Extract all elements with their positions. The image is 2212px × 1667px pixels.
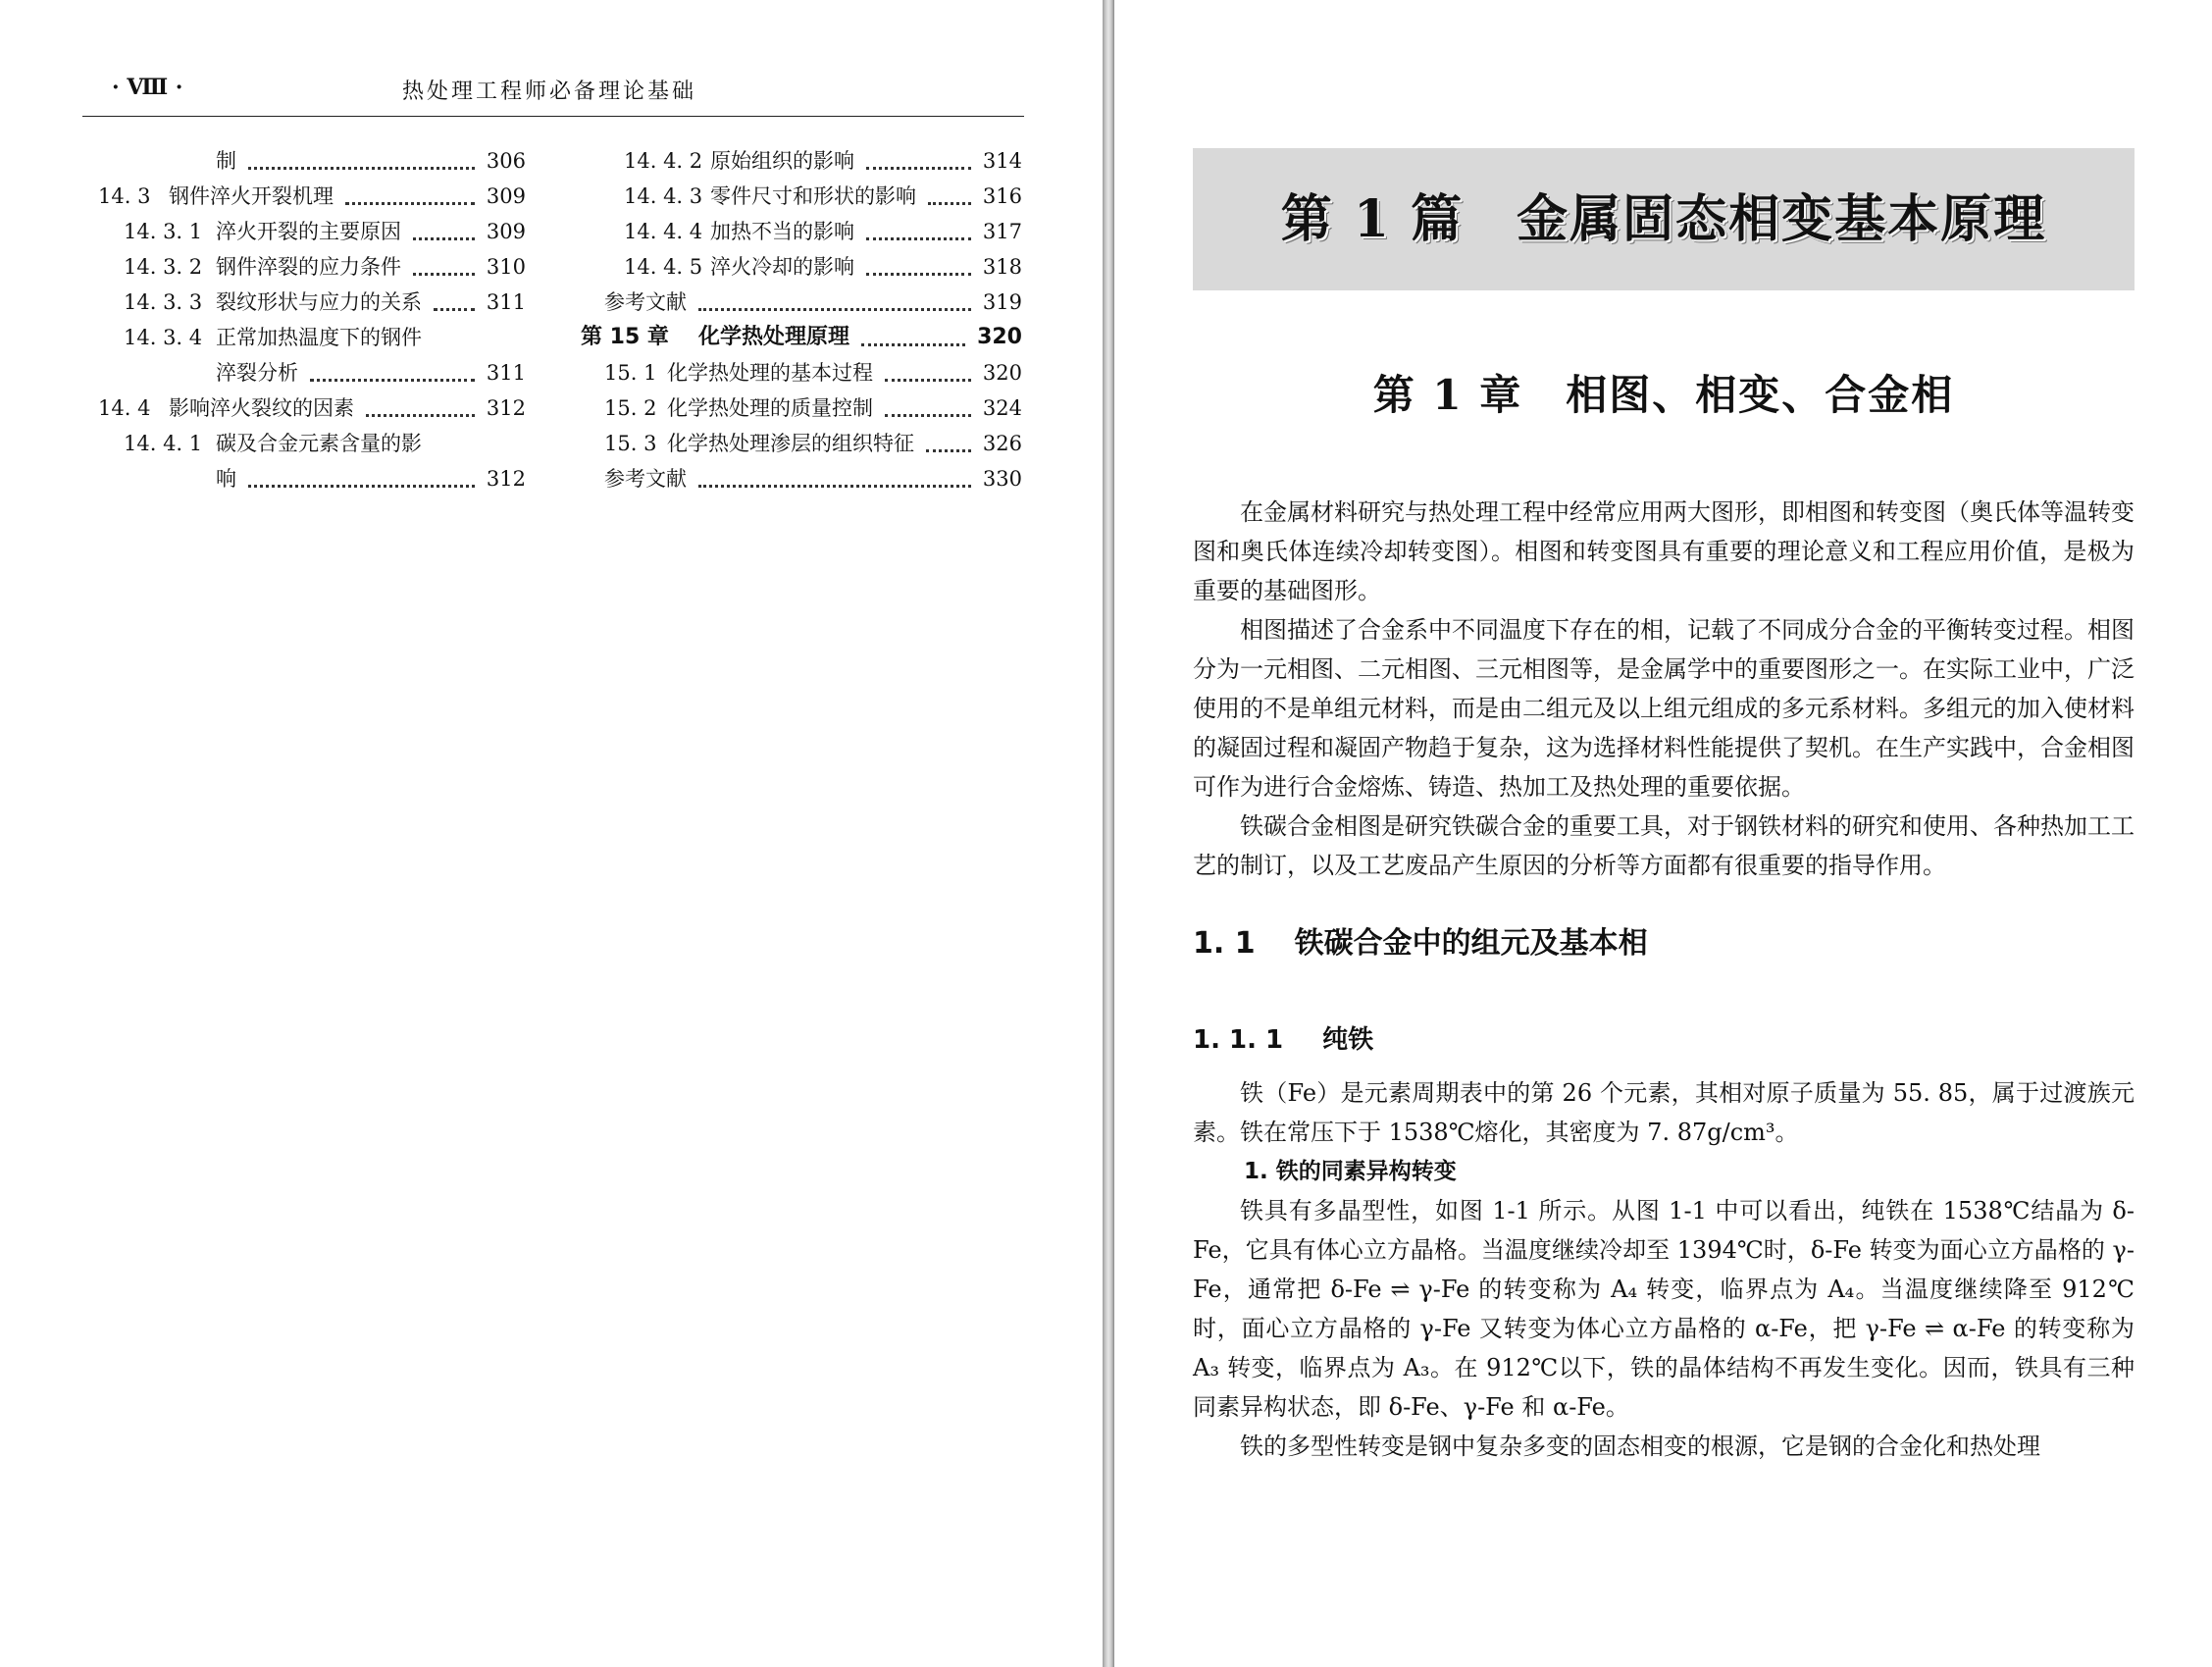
toc-entry-page: 330 — [982, 467, 1022, 491]
toc-entry[interactable] — [98, 426, 526, 461]
folio: · Ⅷ · — [112, 75, 183, 100]
toc-leader-dots — [366, 414, 475, 417]
toc-column-left — [98, 143, 526, 496]
toc-entry-title: 参考文献 — [604, 467, 687, 491]
toc-entry-number: 14. 3. 2 — [124, 255, 203, 279]
toc-entry-title: 裂纹形状与应力的关系 — [216, 290, 422, 314]
toc-entry-number: 14. 4. 2 — [624, 149, 703, 173]
toc-entry-page: 326 — [982, 432, 1022, 455]
toc-entry[interactable] — [98, 143, 526, 179]
toc-entry-title: 淬火开裂的主要原因 — [216, 220, 401, 243]
toc-entry-title: 原始组织的影响 — [710, 149, 854, 173]
toc-entry-page: 324 — [982, 396, 1022, 420]
toc-entry-page: 312 — [486, 396, 526, 420]
subsection-heading — [1193, 1020, 2135, 1060]
toc-entry-page: 319 — [982, 290, 1022, 314]
toc-leader-dots — [926, 449, 971, 452]
toc-entry-title: 淬火冷却的影响 — [710, 255, 854, 279]
toc-entry-title: 参考文献 — [604, 290, 687, 314]
toc-leader-dots — [885, 414, 971, 417]
toc-leader-dots — [248, 485, 475, 488]
iron-paragraph: 铁（Fe）是元素周期表中的第 26 个元素，其相对原子质量为 55. 85，属于过渡族元素。铁在常压下于 1538℃熔化，其密度为 7. 87g/cm³。 — [1193, 1079, 2135, 1146]
toc-leader-dots — [698, 308, 971, 311]
subsection-title: 纯铁 — [1322, 1025, 1374, 1055]
toc-entry[interactable] — [98, 461, 526, 496]
header-rule — [82, 116, 1024, 117]
toc-entry-number: 14. 3. 3 — [124, 290, 203, 314]
toc-entry-title: 影响淬火裂纹的因素 — [169, 396, 354, 420]
toc-leader-dots — [248, 167, 475, 170]
part-banner — [1193, 148, 2135, 290]
toc-entry-page: 311 — [486, 361, 526, 385]
toc-leader-dots — [413, 237, 475, 240]
toc-entry-page: 310 — [486, 255, 526, 279]
toc-entry-number: 14. 4 — [98, 396, 151, 420]
intro-paragraph: 在金属材料研究与热处理工程中经常应用两大图形，即相图和转变图（奥氏体等温转变图和奥氏体连续冷却转变图）。相图和转变图具有重要的理论意义和工程应用价值，是极为重要的基础图形。 — [1193, 498, 2135, 604]
body-text — [1193, 493, 2135, 1466]
allotropy-paragraph: 铁具有多晶型性，如图 1-1 所示。从图 1-1 中可以看出，纯铁在 1538℃结晶为 δ-Fe，它具有体心立方晶格。当温度继续冷却至 1394℃时，δ-Fe 转变为面心立方晶格的 γ-Fe，通常把 δ-Fe ⇌ γ-Fe 的转变称为 A₄ 转变，临界点为 A₄。当温度继续降至 912℃时，面心立方晶格的 γ-Fe 又转变为体心立方晶格的 α-Fe，把 γ-Fe ⇌ α-Fe 的转变称为 A₃ 转变，临界点为 A₃。在 912℃以下，铁的晶体结构不再发生变化。因而，铁具有三种同素异构状态，即 δ-Fe、γ-Fe 和 α-Fe。 — [1193, 1197, 2135, 1421]
toc-entry[interactable] — [98, 249, 526, 285]
toc-leader-dots — [345, 202, 475, 205]
left-page — [0, 0, 1103, 1667]
toc-entry[interactable] — [98, 320, 526, 355]
toc-leader-dots — [928, 202, 971, 205]
toc-leader-dots — [885, 379, 971, 382]
intro-paragraph: 铁碳合金相图是研究铁碳合金的重要工具，对于钢铁材料的研究和使用、各种热加工工艺的制订，以及工艺废品产生原因的分析等方面都有很重要的指导作用。 — [1193, 812, 2135, 879]
toc-entry-title: 响 — [216, 467, 236, 491]
toc-entry-page: 318 — [982, 255, 1022, 279]
toc-entry-page: 314 — [982, 149, 1022, 173]
running-header — [82, 75, 1024, 114]
toc-entry-page: 312 — [486, 467, 526, 491]
running-title: 热处理工程师必备理论基础 — [402, 79, 697, 104]
toc-entry-number: 14. 4. 4 — [624, 220, 703, 243]
toc-entry-title: 化学热处理的基本过程 — [667, 361, 873, 385]
toc-leader-dots — [866, 273, 971, 276]
toc-entry[interactable] — [581, 320, 1022, 355]
toc-entry[interactable] — [98, 179, 526, 214]
toc-entry[interactable] — [581, 143, 1022, 179]
toc-leader-dots — [310, 379, 475, 382]
heading-level4: 1. 铁的同素异构转变 — [1244, 1159, 1457, 1184]
toc-entry-number: 14. 3. 4 — [124, 326, 203, 349]
toc-entry[interactable] — [581, 179, 1022, 214]
toc-entry-page: 306 — [486, 149, 526, 173]
toc-entry-title: 零件尺寸和形状的影响 — [710, 184, 916, 208]
toc-leader-dots — [413, 273, 475, 276]
toc-entry-number: 14. 4. 5 — [624, 255, 703, 279]
toc-column-right — [581, 143, 1022, 496]
toc-entry-number: 14. 4. 3 — [624, 184, 703, 208]
toc-leader-dots — [861, 343, 965, 346]
book-gutter — [1103, 0, 1114, 1667]
section-heading — [1193, 922, 2135, 965]
toc-entry-title: 钢件淬裂的应力条件 — [216, 255, 401, 279]
part-title: 第 1 篇 金属固态相变基本原理 — [1280, 189, 2047, 249]
toc-entry-number: 14. 4. 1 — [124, 432, 203, 455]
toc-entry-page: 316 — [982, 184, 1022, 208]
section-title: 铁碳合金中的组元及基本相 — [1294, 926, 1648, 961]
allotropy-paragraph: 铁的多型性转变是钢中复杂多变的固态相变的根源，它是钢的合金化和热处理 — [1240, 1433, 2040, 1460]
chapter-title: 第 1 章 相图、相变、合金相 — [1372, 371, 1955, 419]
toc-entry-title: 加热不当的影响 — [710, 220, 854, 243]
toc-leader-dots — [434, 308, 475, 311]
toc-entry-page: 309 — [486, 184, 526, 208]
toc-entry[interactable] — [581, 285, 1022, 320]
toc-entry-page: 317 — [982, 220, 1022, 243]
toc-leader-dots — [866, 167, 971, 170]
toc-entry[interactable] — [581, 426, 1022, 461]
toc-entry-title: 碳及合金元素含量的影 — [216, 432, 422, 455]
toc-entry-page: 320 — [982, 361, 1022, 385]
toc-leader-dots — [866, 237, 971, 240]
toc-entry[interactable] — [581, 249, 1022, 285]
toc-entry-number: 第 15 章 — [581, 325, 669, 349]
toc-entry-page: 320 — [977, 325, 1022, 349]
section-number: 1. 1 — [1193, 926, 1256, 961]
toc-entry-number: 15. 3 — [604, 432, 657, 455]
toc-entry-title: 淬裂分析 — [216, 361, 298, 385]
toc-entry-title: 化学热处理的质量控制 — [667, 396, 873, 420]
toc-entry[interactable] — [98, 214, 526, 249]
toc-entry-page: 309 — [486, 220, 526, 243]
toc-entry-page: 311 — [486, 290, 526, 314]
subsection-number: 1. 1. 1 — [1193, 1025, 1284, 1055]
intro-paragraph: 相图描述了合金系中不同温度下存在的相，记载了不同成分合金的平衡转变过程。相图分为一元相图、二元相图、三元相图等，是金属学中的重要图形之一。在实际工业中，广泛使用的不是单组元材料，而是由二组元及以上组元组成的多元系材料。多组元的加入使材料的凝固过程和凝固产物趋于复杂，这为选择材料性能提供了契机。在生产实践中，合金相图可作为进行合金熔炼、铸造、热加工及热处理的重要依据。 — [1193, 616, 2135, 801]
toc-entry-number: 15. 1 — [604, 361, 657, 385]
toc-entry-title: 制 — [216, 149, 236, 173]
right-page — [1114, 0, 2212, 1667]
toc-entry-number: 15. 2 — [604, 396, 657, 420]
toc-leader-dots — [698, 485, 971, 488]
toc-entry-title: 正常加热温度下的钢件 — [216, 326, 422, 349]
toc-entry[interactable] — [581, 355, 1022, 391]
toc-entry[interactable] — [98, 391, 526, 426]
toc-entry-title: 化学热处理原理 — [698, 325, 850, 349]
toc-entry-title: 钢件淬火开裂机理 — [169, 184, 334, 208]
toc-entry-number: 14. 3. 1 — [124, 220, 203, 243]
toc-entry-number: 14. 3 — [98, 184, 151, 208]
toc-entry[interactable] — [98, 285, 526, 320]
toc-entry-title: 化学热处理渗层的组织特征 — [667, 432, 914, 455]
toc-entry[interactable] — [581, 461, 1022, 496]
toc-entry[interactable] — [98, 355, 526, 391]
toc-entry[interactable] — [581, 391, 1022, 426]
toc-entry[interactable] — [581, 214, 1022, 249]
